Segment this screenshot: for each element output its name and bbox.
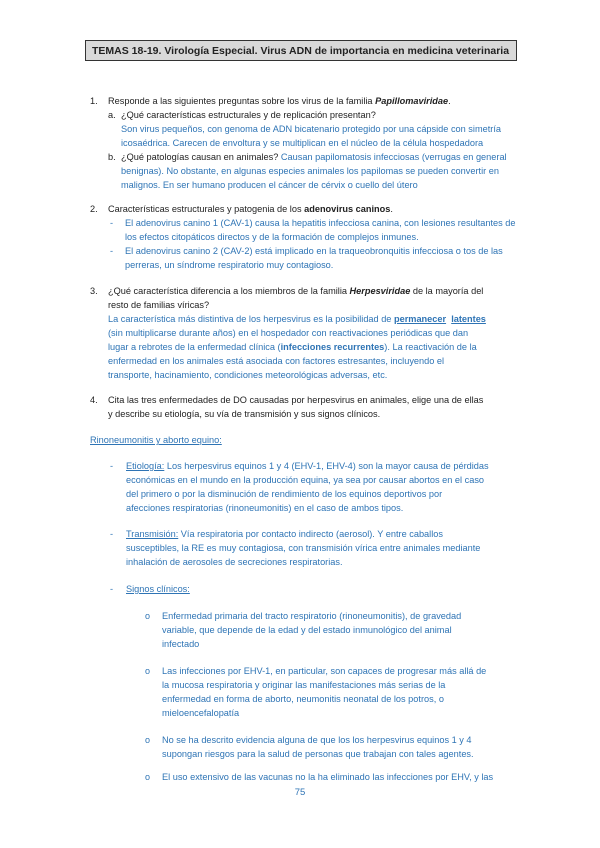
answer-2-item-1-line-2: los efectos citopáticos directos y de la formación de complejos inmunes. xyxy=(125,232,419,242)
sign-3-line-2: supongan riesgos para la salud de personas que trabajan con tales agentes. xyxy=(162,749,474,759)
answer-1a-line-2: icosaédrica. Carecen de envoltura y se multiplican en el núcleo de la célula hospedadora xyxy=(121,138,484,148)
etiology-line-2: económicas en el mundo en la producción equina, ya sea por causar abortos en el caso xyxy=(126,475,485,485)
answer-2-item-2-dash: - xyxy=(110,246,114,256)
answer-2-item-2-line-2: perreras, un síndrome respiratorio muy contagioso. xyxy=(125,260,334,270)
sign-2-line-3: enfermedad en forma de aborto, neumonitis neonatal de los potros, o xyxy=(162,694,444,704)
answer-1b-line-2: benignas). No obstante, en algunas especies animales los papilomas se pueden convertir en xyxy=(121,166,499,176)
sign-1-line-2: variable, que depende de la edad y del estado inmunológico del animal xyxy=(162,625,452,635)
sign-2-line-1: Las infecciones por EHV-1, en particular, son capaces de progresar más allá de xyxy=(162,666,487,676)
answer-3-line-5: transporte, hacinamiento, condiciones meteorológicas adversas, etc. xyxy=(108,370,388,380)
sign-4-line-1: El uso extensivo de las vacunas no la ha eliminado las infecciones por EHV, y las xyxy=(162,772,494,782)
sign-2-bullet: o xyxy=(145,666,151,676)
transmission-line-3: inhalación de aerosoles de secreciones respiratorias. xyxy=(126,557,343,567)
document-header xyxy=(85,40,517,61)
etiology-line-4: afecciones respiratorias (rinoneumonitis) en el caso de ambos tipos. xyxy=(126,503,404,513)
answer-3-line-4: enfermedad en los animales está asociada con factores estresantes, incluyendo el xyxy=(108,356,445,366)
question-2-number: 2. xyxy=(90,204,98,214)
transmission-line-1: Transmisión: Vía respiratoria por contacto indirecto (aerosol). Y entre caballos xyxy=(126,529,443,539)
etiology-dash: - xyxy=(110,461,114,471)
sign-2-line-2: la mucosa respiratoria y originar las manifestaciones más serias de la xyxy=(162,680,446,690)
question-1b-label: b. xyxy=(108,152,116,162)
question-4-text-line-1: Cita las tres enfermedades de DO causadas por herpesvirus en animales, elige una de ellas xyxy=(108,395,484,405)
sign-1-bullet: o xyxy=(145,611,151,621)
question-1-text: Responde a las siguientes preguntas sobre los virus de la familia Papillomaviridae. xyxy=(108,96,451,106)
sign-3-bullet: o xyxy=(145,735,151,745)
answer-2-item-2-line-1: El adenovirus canino 2 (CAV-2) está implicado en la traqueobronquitis infecciosa o tos de las xyxy=(125,246,503,256)
answer-2-item-1-line-1: El adenovirus canino 1 (CAV-1) causa la hepatitis infecciosa canina, con lesiones resultantes de xyxy=(125,218,516,228)
etiology-line-3: del primero o por la disminución de rendimiento de los equinos deportivos por xyxy=(126,489,443,499)
question-1a-label: a. xyxy=(108,110,116,120)
answer-3-line-1: La característica más distintiva de los herpesvirus es la posibilidad de permanecer latentes xyxy=(108,314,486,324)
question-1b-text: ¿Qué patologías causan en animales? Causan papilomatosis infecciosas (verrugas en general xyxy=(121,152,507,162)
transmission-line-2: susceptibles, la RE es muy contagiosa, con transmisión vírica entre animales mediante xyxy=(126,543,481,553)
question-4-text-line-2: y describe su etiología, su vía de transmisión y sus signos clínicos. xyxy=(108,409,381,419)
header-title: TEMAS 18-19. Virología Especial. Virus ADN de importancia en medicina veterinaria xyxy=(92,45,510,57)
question-3-text-line-2: resto de familias víricas? xyxy=(108,300,210,310)
sign-1-line-3: infectado xyxy=(162,639,200,649)
transmission-dash: - xyxy=(110,529,114,539)
section-title: Rinoneumonitis y aborto equino: xyxy=(90,435,222,445)
question-1a-text: ¿Qué características estructurales y de replicación presentan? xyxy=(121,110,376,120)
answer-3-line-3: lugar a rebrotes de la enfermedad clínica (infecciones recurrentes). La reactivación de la xyxy=(108,342,477,352)
sign-3-line-1: No se ha descrito evidencia alguna de que los los herpesvirus equinos 1 y 4 xyxy=(162,735,472,745)
question-4-number: 4. xyxy=(90,395,98,405)
answer-3-line-2: (sin multiplicarse durante años) en el hospedador con reactivaciones periódicas que dan xyxy=(108,328,469,338)
clinical-signs-label: Signos clínicos: xyxy=(126,584,190,594)
sign-2-line-4: mieloencefalopatía xyxy=(162,708,240,718)
question-3-number: 3. xyxy=(90,286,98,296)
sign-1-line-1: Enfermedad primaria del tracto respiratorio (rinoneumonitis), de gravedad xyxy=(162,611,462,621)
page-number: 75 xyxy=(294,787,306,798)
question-3-text-line-1: ¿Qué característica diferencia a los miembros de la familia Herpesviridae de la mayoría del xyxy=(108,286,484,296)
question-2-text: Características estructurales y patogenia de los adenovirus caninos. xyxy=(108,204,393,214)
etiology-line-1: Etiología: Los herpesvirus equinos 1 y 4 (EHV-1, EHV-4) son la mayor causa de pérdidas xyxy=(126,461,489,471)
question-1-number: 1. xyxy=(90,96,98,106)
sign-4-bullet: o xyxy=(145,772,151,782)
answer-1b-line-3: malignos. En ser humano producen el cáncer de cérvix o cuello del útero xyxy=(121,180,418,190)
answer-1a-line-1: Son virus pequeños, con genoma de ADN bicatenario protegido por una cápside con simetría xyxy=(121,124,501,134)
answer-2-item-1-dash: - xyxy=(110,218,114,228)
clinical-signs-dash: - xyxy=(110,584,114,594)
